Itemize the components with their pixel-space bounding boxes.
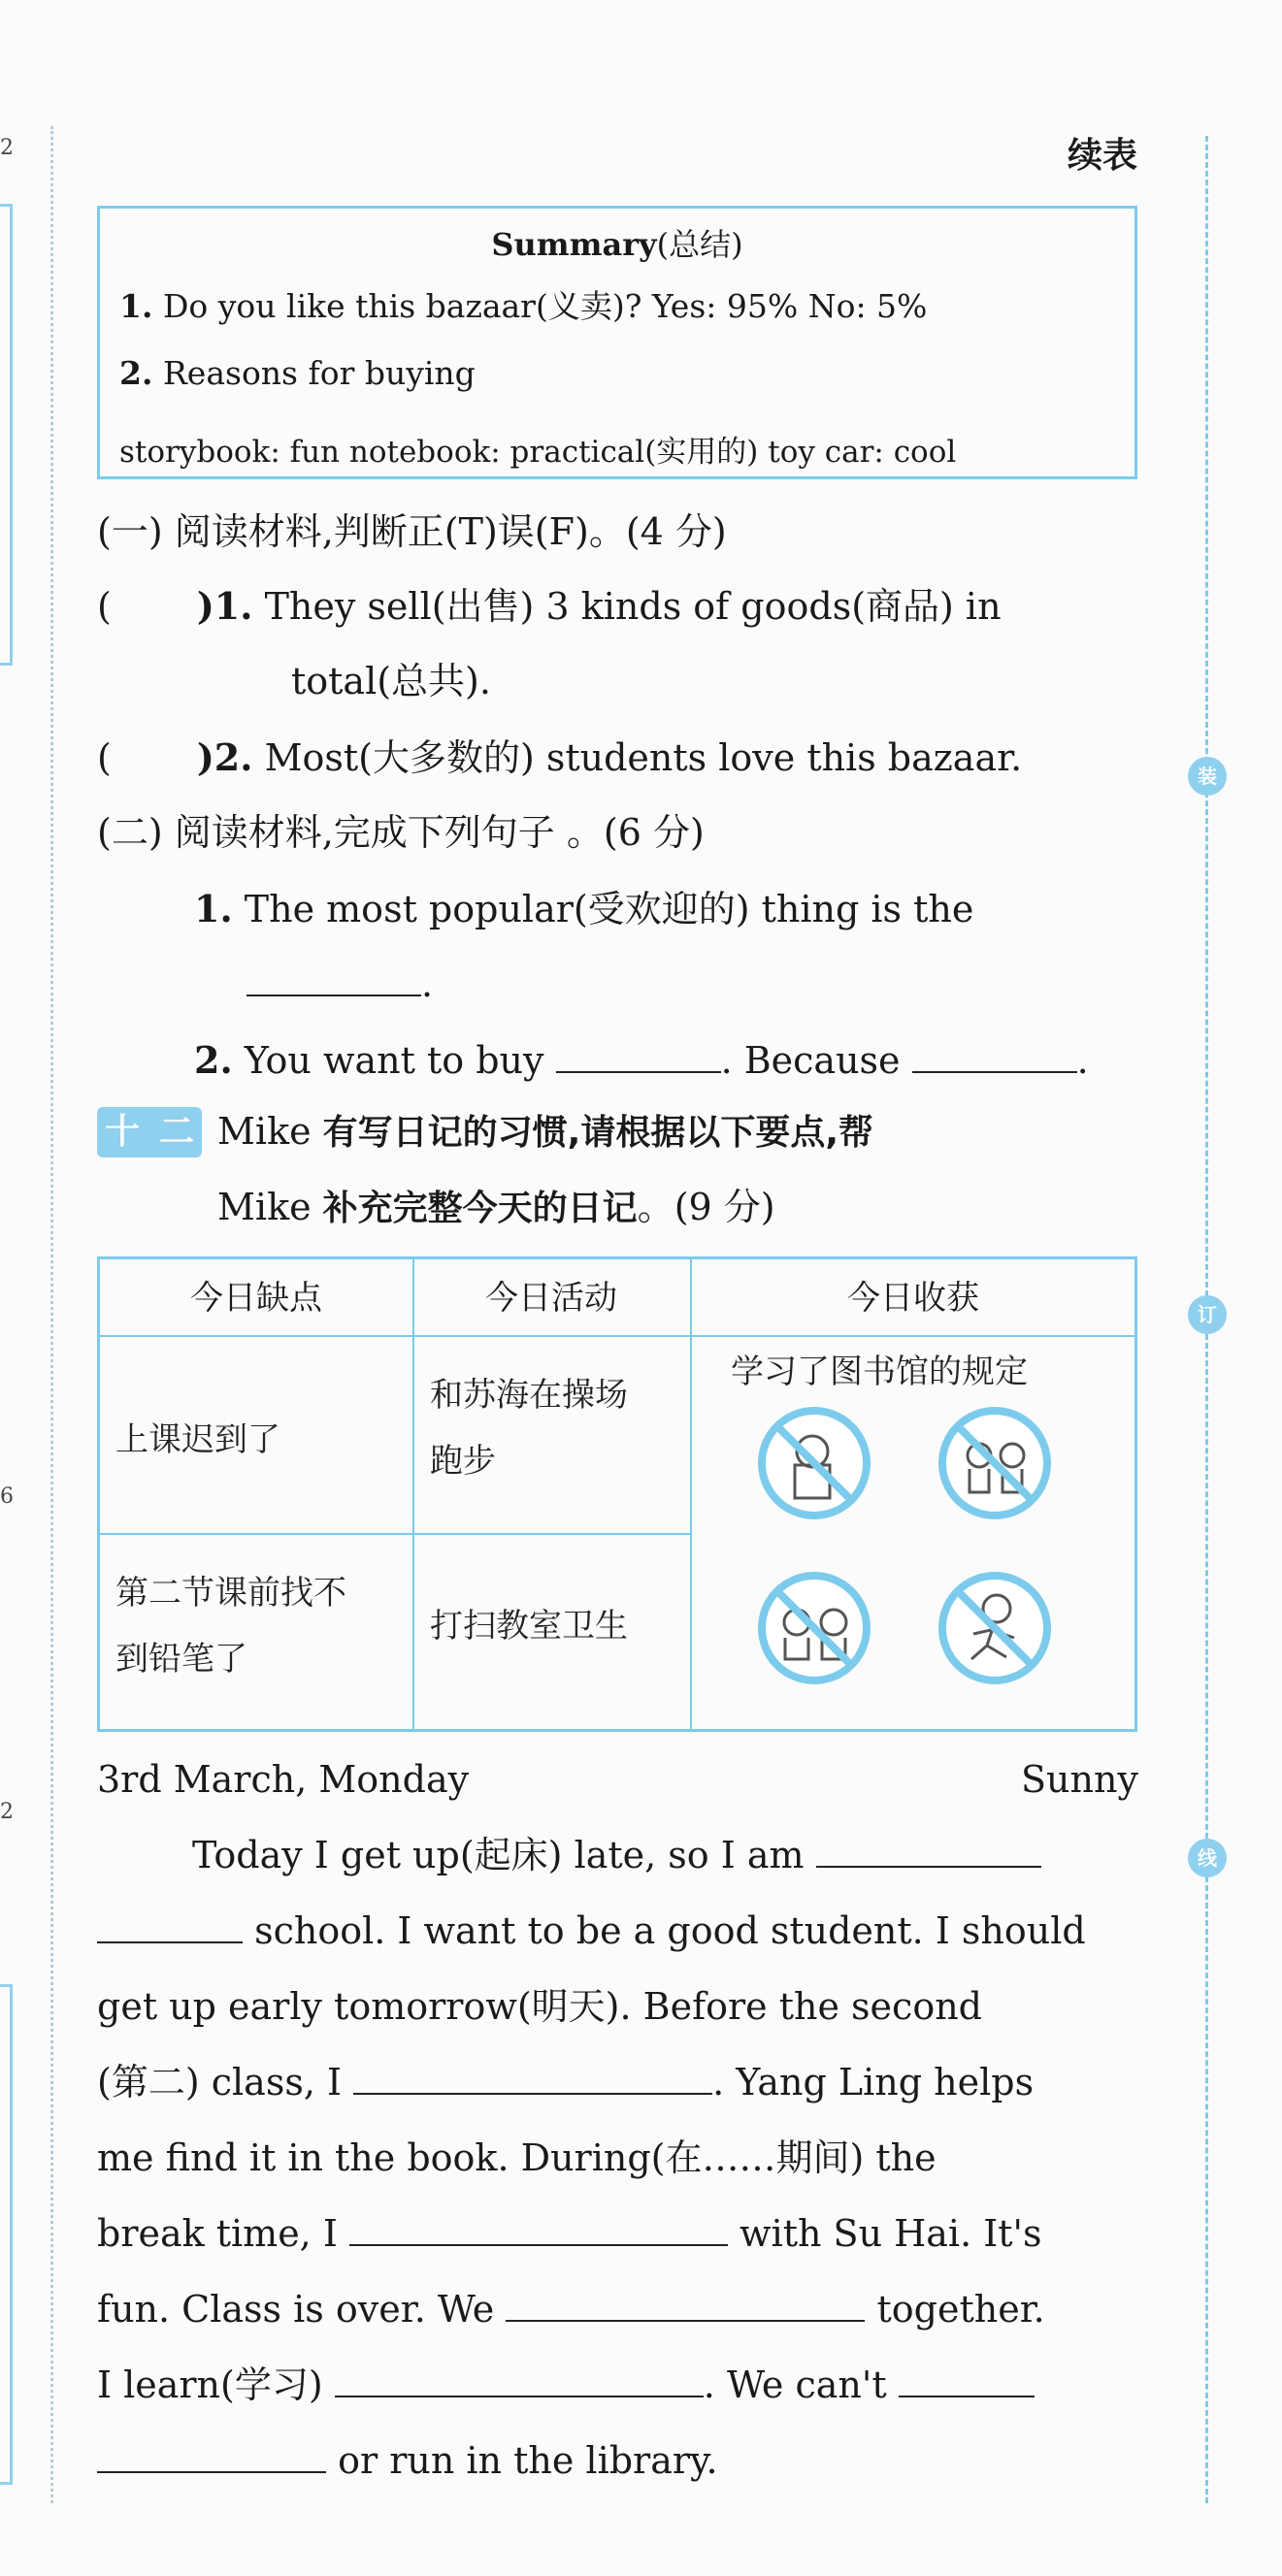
left-margin-box — [0, 204, 13, 666]
no-eating-icon — [756, 1405, 872, 1521]
summary-title-en: Summary — [491, 226, 657, 263]
table-cell: 上课迟到了 — [115, 1420, 280, 1459]
answer-blank[interactable] — [335, 2366, 704, 2397]
section12-instruction-2 — [217, 1188, 775, 1228]
section1-heading: (一) 阅读材料,判断正(T)误(F)。(4 分) — [97, 510, 727, 553]
question-number: 2. — [194, 1038, 233, 1082]
answer-blank[interactable] — [247, 965, 421, 996]
binding-seal: 装 — [1188, 757, 1227, 796]
table-cell: 和苏海在操场 — [430, 1376, 628, 1415]
table-divider — [690, 1259, 692, 1729]
summary-text: Reasons for buying — [162, 354, 476, 392]
diary-text: with Su Hai. It's — [740, 2212, 1042, 2255]
question-text: . Because — [720, 1039, 901, 1082]
diary-text: Today I get up(起床) late, so I am — [192, 1834, 805, 1876]
answer-blank[interactable] — [912, 1042, 1077, 1073]
diary-line-8 — [97, 2365, 1035, 2406]
diary-text: together. — [876, 2288, 1045, 2331]
summary-title-cn: (总结) — [656, 226, 743, 263]
summary-line-3: storybook: fun notebook: practical(实用的) toy car: cool — [119, 435, 957, 470]
badge-char: 二 — [158, 1112, 194, 1152]
diary-text: school. I want to be a good student. I should — [254, 1909, 1086, 1952]
summary-num: 1. — [119, 287, 153, 325]
table-divider — [100, 1533, 690, 1535]
instruction-text: 补充完整今天的日记 — [322, 1189, 638, 1228]
section1-question-2 — [97, 737, 1022, 779]
answer-blank[interactable] — [349, 2215, 728, 2246]
section-number-badge — [97, 1107, 202, 1158]
edge-mark: 2 — [0, 1800, 14, 1824]
summary-title — [100, 220, 1134, 265]
badge-char: 十 — [104, 1112, 140, 1152]
diary-text: I learn(学习) — [97, 2364, 323, 2406]
table-divider — [412, 1259, 414, 1729]
diary-line-4 — [97, 2063, 1034, 2103]
punct: . — [421, 962, 434, 1005]
section2-heading: (二) 阅读材料,完成下列句子 。(6 分) — [97, 811, 705, 854]
continued-label: 续表 — [1068, 136, 1138, 176]
diary-line-7 — [97, 2290, 1045, 2331]
answer-blank[interactable] — [353, 2064, 712, 2095]
diary-line-2 — [97, 1911, 1086, 1952]
diary-line-5: me find it in the book. During(在……期间) the — [97, 2136, 937, 2179]
table-divider — [100, 1335, 1134, 1337]
left-binding-line — [50, 126, 53, 2503]
instruction-text: 有写日记的习惯,请根据以下要点,帮 — [322, 1113, 874, 1153]
summary-line-2 — [119, 354, 476, 392]
left-margin-box — [0, 1984, 13, 2485]
edge-mark: 6 — [0, 1484, 14, 1509]
name-mike: Mike — [217, 1110, 312, 1153]
diary-line-6 — [97, 2214, 1041, 2255]
section2-question-1-blank-line — [247, 964, 433, 1005]
table-header: 今日缺点 — [190, 1279, 322, 1318]
table-header: 今日活动 — [485, 1279, 617, 1318]
section12-instruction-1 — [217, 1112, 873, 1153]
library-rules-caption: 学习了图书馆的规定 — [731, 1353, 1028, 1391]
edge-mark: 2 — [0, 136, 14, 160]
table-cell: 第二节课前找不 — [115, 1574, 346, 1613]
question-number: )2. — [196, 735, 253, 779]
no-running-icon — [937, 1570, 1053, 1686]
diary-points-table — [97, 1256, 1137, 1732]
answer-blank[interactable] — [556, 1042, 721, 1073]
section1-question-1 — [97, 586, 1002, 628]
diary-line-9 — [97, 2441, 718, 2482]
table-cell: 打扫教室卫生 — [430, 1607, 628, 1646]
diary-text: or run in the library. — [338, 2439, 718, 2482]
section2-question-2 — [194, 1040, 1089, 1082]
answer-blank[interactable] — [899, 2366, 1035, 2397]
summary-text: Do you like this bazaar(义卖)? Yes: 95% No: 5% — [162, 287, 928, 325]
answer-paren-open: ( — [97, 736, 112, 779]
question-text: They sell(出售) 3 kinds of goods(商品) in — [264, 585, 1002, 628]
section1-question-1-cont: total(总共). — [291, 660, 491, 702]
binding-seal: 订 — [1188, 1295, 1227, 1334]
diary-text: fun. Class is over. We — [97, 2288, 495, 2331]
diary-text: (第二) class, I — [97, 2061, 342, 2103]
table-cell: 跑步 — [430, 1442, 496, 1481]
question-number: 1. — [194, 887, 233, 930]
no-talking-icon — [937, 1405, 1053, 1521]
question-number: )1. — [196, 584, 253, 628]
answer-paren-open: ( — [97, 585, 112, 628]
name-mike: Mike — [217, 1186, 312, 1228]
diary-text: . We can't — [703, 2364, 887, 2406]
diary-line-3: get up early tomorrow(明天). Before the second — [97, 1985, 983, 2028]
diary-text: . Yang Ling helps — [712, 2061, 1035, 2103]
answer-blank[interactable] — [816, 1837, 1041, 1868]
diary-date: 3rd March, Monday — [97, 1758, 470, 1801]
table-header: 今日收获 — [847, 1279, 979, 1318]
answer-blank[interactable] — [506, 2291, 865, 2322]
diary-line-1 — [192, 1836, 1041, 1876]
table-cell: 到铅笔了 — [115, 1640, 247, 1679]
binding-seal: 线 — [1188, 1839, 1227, 1877]
score-note: 。(9 分) — [637, 1186, 775, 1228]
question-text: Most(大多数的) students love this bazaar. — [264, 736, 1023, 779]
question-text: You want to buy — [244, 1039, 544, 1082]
summary-box — [97, 206, 1137, 479]
answer-blank[interactable] — [97, 1912, 243, 1943]
section2-question-1 — [194, 889, 973, 930]
summary-line-1 — [119, 281, 927, 327]
no-shouting-icon — [756, 1570, 872, 1686]
answer-blank[interactable] — [97, 2442, 326, 2473]
diary-weather: Sunny — [1021, 1758, 1138, 1801]
diary-text: break time, I — [97, 2212, 338, 2255]
question-text: The most popular(受欢迎的) thing is the — [244, 888, 974, 930]
summary-num: 2. — [119, 354, 153, 392]
punct: . — [1076, 1039, 1089, 1082]
